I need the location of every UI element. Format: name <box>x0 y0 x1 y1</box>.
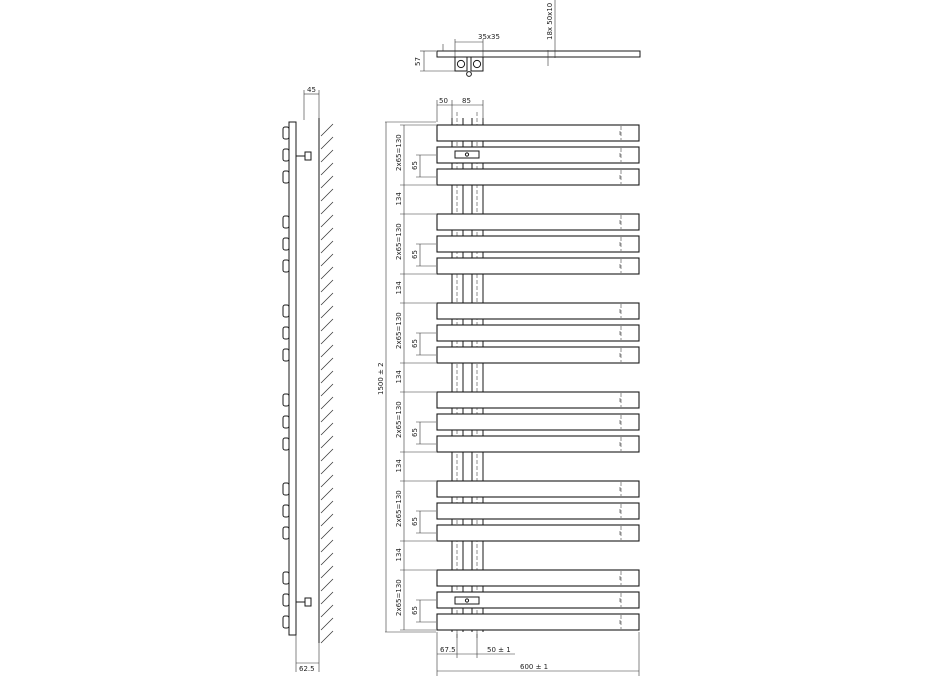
hatch-line <box>321 189 333 201</box>
towel-bar <box>437 303 639 319</box>
dim-group-span: 2x65=130 <box>395 490 403 527</box>
towel-bar <box>437 258 639 274</box>
side-bar <box>283 238 289 250</box>
hatch-line <box>321 449 333 461</box>
towel-bar <box>437 214 639 230</box>
dim-bar-pitch: 65 <box>411 250 419 259</box>
hatch-line <box>321 332 333 344</box>
hatch-line <box>321 592 333 604</box>
towel-bar <box>437 392 639 408</box>
hatch-line <box>321 345 333 357</box>
hatch-line <box>321 423 333 435</box>
hatch-line <box>321 137 333 149</box>
towel-bar <box>437 481 639 497</box>
hatch-line <box>321 475 333 487</box>
left-dimension-chain <box>395 125 436 630</box>
towel-bar <box>437 414 639 430</box>
hatch-line <box>321 462 333 474</box>
dim-collector: 35x35 <box>478 33 500 41</box>
towel-bar <box>437 347 639 363</box>
wall-bracket-bottom <box>296 598 311 606</box>
wall-hatching <box>321 124 333 643</box>
dim-group-span: 2x65=130 <box>395 134 403 171</box>
dim-bar-pitch: 65 <box>411 339 419 348</box>
hatch-line <box>321 241 333 253</box>
dim-bar-pitch: 65 <box>411 161 419 170</box>
hatch-line <box>321 410 333 422</box>
towel-bar <box>437 125 639 141</box>
side-bar <box>283 416 289 428</box>
vertical-collectors <box>452 112 483 640</box>
dim-group-gap: 134 <box>395 192 403 206</box>
towel-bar <box>437 436 639 452</box>
hatch-line <box>321 540 333 552</box>
hatch-line <box>321 618 333 630</box>
dim-offset-left: 67.5 <box>440 646 456 654</box>
hatch-line <box>321 436 333 448</box>
dim-group-gap: 134 <box>395 370 403 384</box>
hatch-line <box>321 501 333 513</box>
hatch-line <box>321 215 333 227</box>
valve-icon <box>467 72 472 77</box>
side-bar <box>283 149 289 161</box>
dim-bar-pitch: 65 <box>411 517 419 526</box>
side-bars <box>283 127 289 628</box>
hatch-line <box>321 527 333 539</box>
hatch-line <box>321 358 333 370</box>
dim-group-gap: 134 <box>395 548 403 562</box>
dim-bar-pitch: 65 <box>411 428 419 437</box>
hatch-line <box>321 293 333 305</box>
hatch-line <box>321 280 333 292</box>
hatch-line <box>321 319 333 331</box>
towel-bar <box>437 236 639 252</box>
hatch-line <box>321 150 333 162</box>
dim-total-width: 600 ± 1 <box>520 663 549 671</box>
dim-group-gap: 134 <box>395 281 403 295</box>
collector-right <box>471 57 483 71</box>
towel-bar <box>437 147 639 163</box>
towel-bar <box>437 614 639 630</box>
side-bar <box>283 394 289 406</box>
hatch-line <box>321 631 333 643</box>
dim-bar-section: 18x 50x10 <box>546 2 554 40</box>
towel-bar <box>437 169 639 185</box>
side-bar <box>283 260 289 272</box>
hatch-line <box>321 176 333 188</box>
hatch-line <box>321 553 333 565</box>
dim-total-height: 1500 ± 2 <box>377 362 385 395</box>
dim-bottom-depth: 62.5 <box>299 665 315 673</box>
hatch-line <box>321 514 333 526</box>
side-bar <box>283 572 289 584</box>
side-bar <box>283 127 289 139</box>
dim-group-span: 2x65=130 <box>395 401 403 438</box>
collector-left <box>455 57 467 71</box>
side-bar <box>283 171 289 183</box>
front-view <box>377 97 639 676</box>
side-bar <box>283 527 289 539</box>
top-view <box>414 0 640 76</box>
dim-bar-pitch: 65 <box>411 606 419 615</box>
dim-group-gap: 134 <box>395 459 403 473</box>
hatch-line <box>321 579 333 591</box>
towel-bar <box>437 570 639 586</box>
towel-bar <box>437 325 639 341</box>
dim-group-span: 2x65=130 <box>395 312 403 349</box>
hatch-line <box>321 267 333 279</box>
side-bar <box>283 349 289 361</box>
hatch-line <box>321 254 333 266</box>
side-view <box>283 86 333 673</box>
side-frame <box>289 122 296 635</box>
side-bar <box>283 594 289 606</box>
wall-bracket-top <box>296 152 311 160</box>
towel-bar <box>437 592 639 608</box>
pipe-right-icon <box>473 60 480 67</box>
hatch-line <box>321 306 333 318</box>
dim-wall-offset: 45 <box>307 86 316 94</box>
dim-group-span: 2x65=130 <box>395 579 403 616</box>
hatch-line <box>321 163 333 175</box>
top-view-bar <box>437 51 640 57</box>
hatch-line <box>321 488 333 500</box>
side-bar <box>283 216 289 228</box>
side-bar <box>283 327 289 339</box>
side-bar <box>283 616 289 628</box>
towel-bar <box>437 525 639 541</box>
dim-group-span: 2x65=130 <box>395 223 403 260</box>
hatch-line <box>321 202 333 214</box>
hatch-line <box>321 384 333 396</box>
side-bar <box>283 438 289 450</box>
hatch-line <box>321 566 333 578</box>
dim-pipe-85: 85 <box>462 97 471 105</box>
dim-pipe-spacing: 50 ± 1 <box>487 646 511 654</box>
hatch-line <box>321 124 333 136</box>
hatch-line <box>321 228 333 240</box>
dim-pipe-50: 50 <box>439 97 448 105</box>
dim-top-depth: 57 <box>414 57 422 66</box>
front-bars <box>437 125 639 630</box>
towel-bar <box>437 503 639 519</box>
hatch-line <box>321 397 333 409</box>
side-bar <box>283 483 289 495</box>
side-bar <box>283 305 289 317</box>
pipe-left-icon <box>457 60 464 67</box>
hatch-line <box>321 605 333 617</box>
side-bar <box>283 505 289 517</box>
hatch-line <box>321 371 333 383</box>
